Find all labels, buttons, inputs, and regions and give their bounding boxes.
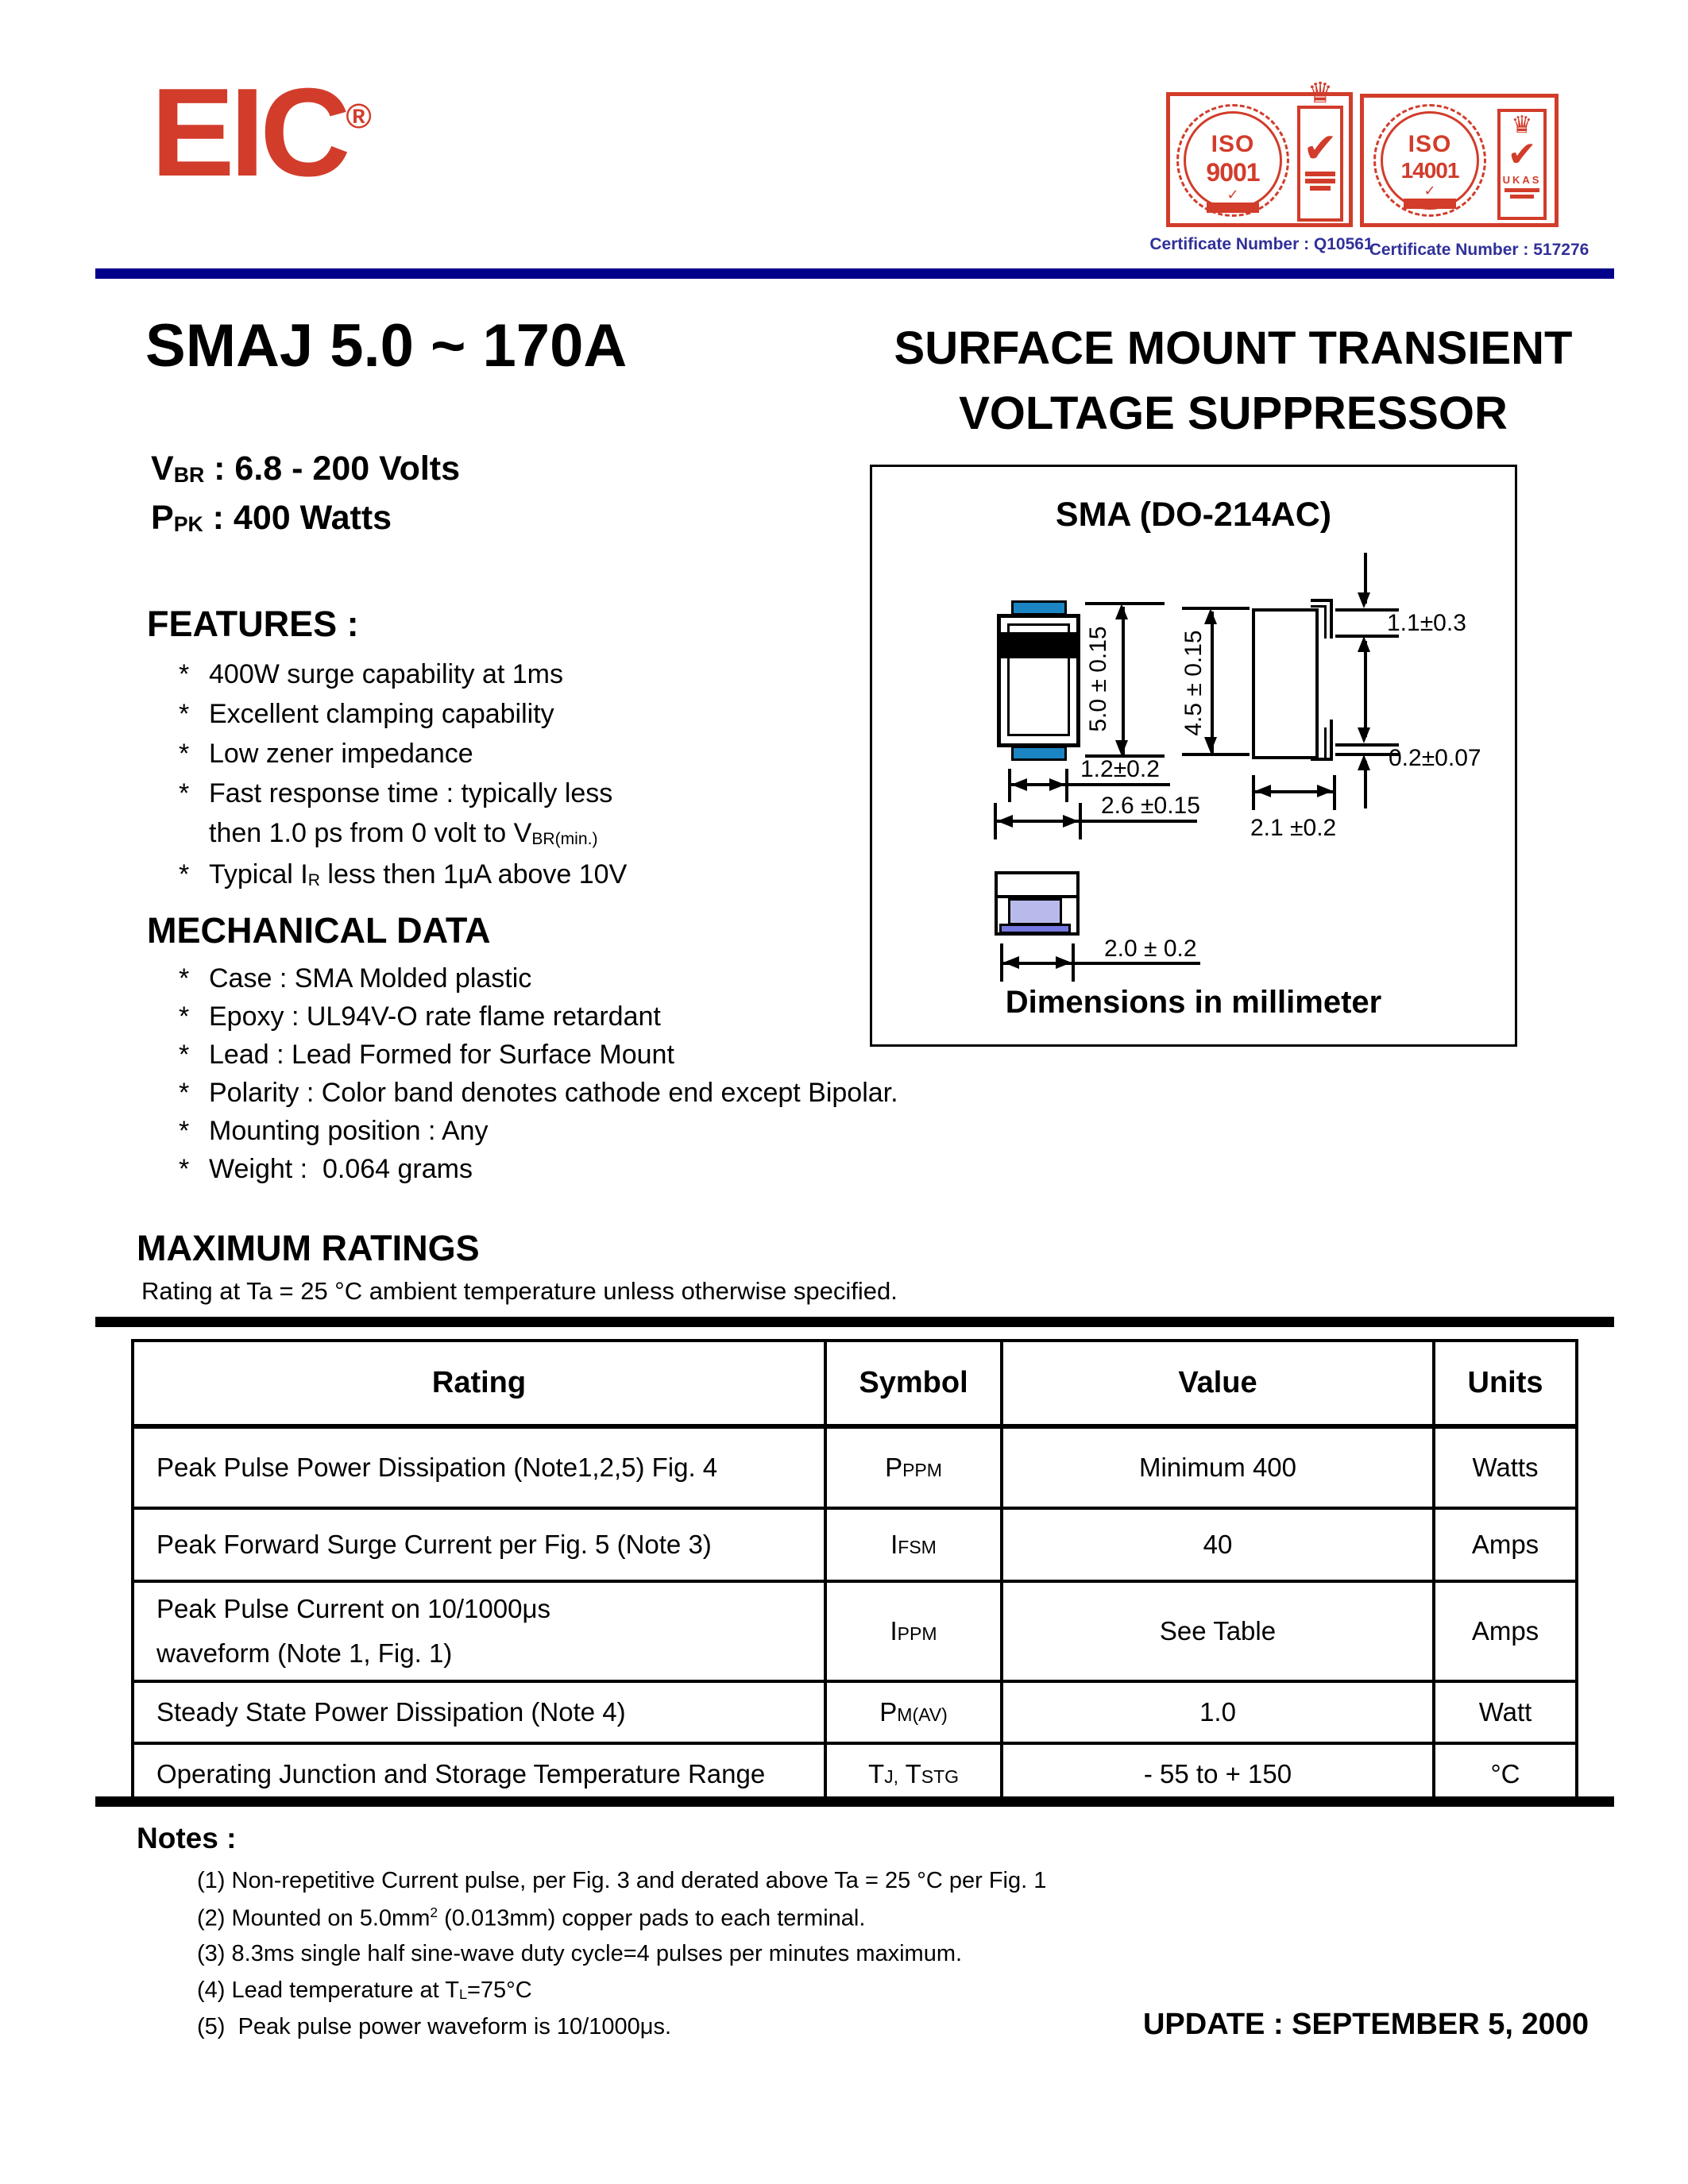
symbol-cell (825, 1681, 1002, 1743)
update-date-line: UPDATE : SEPTEMBER 5, 2000 (1142, 2008, 1589, 2041)
note-number: (2) (197, 1905, 226, 1931)
arrowhead-icon (1115, 740, 1128, 756)
symbol-cell (825, 1581, 1002, 1681)
value-cell: See Table (1002, 1581, 1434, 1681)
symbol-main: T (867, 1759, 885, 1788)
iso-14001-circle (1381, 111, 1479, 210)
rating-cell: Peak Forward Surge Current per Fig. 5 (Note 3) (133, 1508, 825, 1581)
iso-14001-certificate-number: Certificate Number : 517276 (1369, 241, 1590, 259)
dim-line (1082, 820, 1197, 823)
symbol-subscript: M(AV) (897, 1704, 948, 1725)
end-view-terminal-face (1008, 898, 1062, 925)
mechanical-text: Mounting position : Any (209, 1116, 489, 1146)
symbol-subscript: FSM (898, 1537, 937, 1557)
eic-logo (151, 63, 372, 203)
bullet: * (179, 778, 190, 808)
iso-number: 14001 (1400, 158, 1459, 183)
feature-text: Excellent clamping capability (209, 699, 554, 729)
part-number-title: SMAJ 5.0 ~ 170A (145, 312, 628, 380)
feature-subscript: BR(min.) (531, 829, 598, 848)
mechanical-text: Epoxy : UL94V-O rate flame retardant (209, 1001, 661, 1032)
table-bottom-rule (95, 1796, 1614, 1807)
package-outline-box (870, 465, 1517, 1047)
value-cell: 1.0 (1002, 1681, 1434, 1743)
note-item (197, 1978, 532, 2004)
accreditation-column (1297, 76, 1343, 222)
bullet: * (179, 1116, 190, 1146)
mechanical-item (179, 963, 531, 994)
mechanical-text: Case : SMA Molded plastic (209, 963, 532, 994)
check-icon: ✔ (1507, 135, 1537, 174)
mechanical-item (179, 1001, 661, 1032)
check-icon: ✓ (1423, 183, 1436, 199)
mechanical-item (179, 1154, 473, 1185)
col-header-symbol: Symbol (825, 1341, 1002, 1426)
col-header-units: Units (1434, 1341, 1577, 1426)
mechanical-text: Lead : Lead Formed for Surface Mount (209, 1040, 674, 1070)
product-title (778, 316, 1688, 446)
symbol-main: T (898, 1759, 921, 1788)
vbr-rating-line (151, 450, 460, 488)
dim-label-body-height: 5.0 ± 0.15 (1085, 626, 1111, 732)
table-row (133, 1581, 1577, 1681)
symbol-subscript: PPM (902, 1460, 942, 1480)
registered-trademark-icon: ® (346, 97, 372, 136)
col-header-rating: Rating (133, 1341, 825, 1426)
bullet: * (179, 659, 190, 689)
note-number: (4) (197, 1978, 226, 2003)
feature-item-continued (209, 818, 597, 849)
symbol-main: I (890, 1616, 898, 1646)
notes-heading: Notes : (137, 1822, 237, 1854)
iso-9001-circle (1184, 111, 1282, 210)
arrowhead-icon (1255, 785, 1271, 797)
ppk-subscript: PK (173, 512, 203, 537)
mechanical-item (179, 1116, 489, 1147)
feature-text: Typical I (209, 859, 308, 889)
note-superscript: 2 (430, 1904, 438, 1920)
symbol-subscript: PPM (897, 1623, 937, 1644)
feature-item (179, 659, 563, 690)
rating-cell: Peak Pulse Power Dissipation (Note1,2,5) Fig. 4 (133, 1426, 825, 1508)
dim-label-side-height: 4.5 ± 0.15 (1180, 630, 1207, 736)
fine-print-bar (1505, 188, 1539, 192)
mechanical-item (179, 1078, 898, 1109)
bullet: * (179, 1001, 190, 1032)
side-view-lead-bottom-inner (1311, 727, 1327, 761)
product-title-line2: VOLTAGE SUPPRESSOR (959, 388, 1508, 439)
symbol-subscript: J, (884, 1766, 899, 1787)
units-cell: Amps (1434, 1508, 1577, 1581)
dim-line (1122, 607, 1125, 756)
symbol-main: I (890, 1530, 898, 1559)
arrowhead-icon (1358, 754, 1370, 770)
units-cell: Amps (1434, 1581, 1577, 1681)
fine-print-bar (1310, 186, 1331, 191)
dim-label-lead-height: 1.1±0.3 (1387, 610, 1466, 636)
fine-print-bar (1510, 195, 1534, 199)
note-item (197, 1904, 865, 1932)
package-caption: Dimensions in millimeter (1005, 985, 1382, 1020)
note-text: Lead temperature at T (231, 1978, 459, 2003)
arrowhead-icon (1056, 956, 1072, 969)
dim-label-side-width: 2.1 ±0.2 (1250, 815, 1337, 841)
dim-line (1067, 783, 1170, 786)
table-header-row (133, 1341, 1577, 1426)
dim-line (1211, 612, 1214, 753)
symbol-cell (825, 1508, 1002, 1581)
fine-print-bar (1305, 172, 1335, 176)
rating-line2: waveform (Note 1, Fig. 1) (156, 1638, 453, 1668)
ukas-column (1497, 109, 1547, 220)
note-text: Non-repetitive Current pulse, per Fig. 3 and derated above Ta = 25 °C per Fig. 1 (231, 1868, 1047, 1893)
iso-number: 9001 (1206, 158, 1260, 187)
maximum-ratings-subtitle: Rating at Ta = 25 °C ambient temperature unless otherwise specified. (141, 1277, 898, 1305)
value-cell: - 55 to + 150 (1002, 1743, 1434, 1805)
dim-label-end-width: 2.0 ± 0.2 (1104, 936, 1197, 962)
note-text: (0.013mm) copper pads to each terminal. (438, 1905, 866, 1931)
vbr-value: : 6.8 - 200 Volts (204, 450, 461, 488)
feature-item (179, 859, 627, 890)
side-view-lead-top-inner (1311, 605, 1327, 639)
note-number: (3) (197, 1941, 226, 1966)
dim-line (1182, 753, 1250, 756)
bullet: * (179, 1040, 190, 1070)
table-row (133, 1426, 1577, 1508)
header-divider-rule (95, 268, 1614, 279)
bullet: * (179, 859, 190, 889)
bullet: * (179, 739, 190, 769)
units-cell: °C (1434, 1743, 1577, 1805)
product-title-line1: SURFACE MOUNT TRANSIENT (894, 322, 1573, 374)
note-text: =75°C (466, 1978, 532, 2003)
note-text: Peak pulse power waveform is 10/1000μs. (231, 2014, 672, 2039)
note-item (197, 1868, 1046, 1894)
note-number: (5) (197, 2014, 226, 2039)
value-cell: Minimum 400 (1002, 1426, 1434, 1508)
arrowhead-icon (1358, 592, 1370, 608)
symbol-cell (825, 1426, 1002, 1508)
side-view-body (1252, 608, 1319, 759)
registrar-band (1404, 199, 1456, 209)
arrowhead-icon (1317, 785, 1333, 797)
package-title: SMA (DO-214AC) (1055, 496, 1332, 534)
mechanical-data-heading: MECHANICAL DATA (147, 910, 491, 951)
dim-label-lead-thickness: 0.2±0.07 (1389, 745, 1481, 771)
crown-icon: ♛ (1511, 112, 1533, 138)
symbol-main: P (885, 1453, 903, 1482)
iso-label: ISO (1211, 131, 1255, 157)
features-heading: FEATURES : (147, 604, 359, 644)
maximum-ratings-heading: MAXIMUM RATINGS (137, 1228, 480, 1268)
fine-print-bar (1305, 179, 1335, 183)
rating-cell: Operating Junction and Storage Temperature Range (133, 1743, 825, 1805)
table-row (133, 1508, 1577, 1581)
bullet: * (179, 963, 190, 994)
maximum-ratings-table (131, 1339, 1578, 1807)
bullet: * (179, 699, 190, 729)
feature-subscript: R (307, 870, 320, 889)
note-text: 8.3ms single half sine-wave duty cycle=4 pulses per minutes maximum. (231, 1941, 963, 1966)
feature-text: then 1.0 ps from 0 volt to V (209, 818, 532, 848)
feature-item (179, 778, 612, 809)
feature-item (179, 699, 554, 730)
terminal-tab-bottom (1011, 746, 1067, 761)
feature-item (179, 739, 473, 770)
rating-cell: Steady State Power Dissipation (Note 4) (133, 1681, 825, 1743)
iso-14001-badge (1360, 94, 1559, 227)
arrowhead-icon (1358, 636, 1370, 652)
rating-line1: Peak Pulse Current on 10/1000μs (156, 1594, 550, 1623)
arrowhead-icon (1003, 956, 1019, 969)
note-item (197, 2014, 671, 2040)
symbol-main: P (879, 1697, 898, 1727)
arrowhead-icon (997, 815, 1013, 828)
arrowhead-icon (1115, 604, 1128, 619)
units-cell: Watt (1434, 1681, 1577, 1743)
note-subscript: L (458, 1986, 467, 2003)
value-cell: 40 (1002, 1508, 1434, 1581)
check-icon: ✔ (1303, 125, 1338, 172)
check-icon: ✓ (1226, 187, 1239, 203)
cathode-band (997, 632, 1080, 658)
symbol-subscript: STG (921, 1766, 960, 1787)
iso-label: ISO (1408, 131, 1452, 157)
table-row (133, 1681, 1577, 1743)
ppk-symbol: P (151, 499, 174, 537)
rating-cell (133, 1581, 825, 1681)
feature-text: less then 1μA above 10V (319, 859, 628, 889)
iso-9001-certificate-number: Certificate Number : Q10561 (1149, 235, 1373, 253)
feature-text: Fast response time : typically less (209, 778, 613, 808)
bullet: * (179, 1154, 190, 1184)
note-text: Mounted on 5.0mm (231, 1905, 431, 1931)
col-header-value: Value (1002, 1341, 1434, 1426)
note-number: (1) (197, 1868, 226, 1893)
dim-label-tab-width: 1.2±0.2 (1080, 756, 1160, 782)
note-item (197, 1941, 962, 1967)
mechanical-text: Polarity : Color band denotes cathode end except Bipolar. (209, 1078, 898, 1108)
table-top-rule (95, 1317, 1614, 1327)
mechanical-text: Weight : 0.064 grams (209, 1154, 473, 1184)
ppk-rating-line (151, 499, 392, 538)
vbr-subscript: BR (173, 463, 205, 488)
ukas-label: UKAS (1502, 174, 1542, 186)
ppk-value: : 400 Watts (203, 499, 392, 537)
bullet: * (179, 1078, 190, 1108)
feature-text: 400W surge capability at 1ms (209, 659, 563, 689)
eic-logo-text: EIC (151, 63, 346, 203)
vbr-symbol: V (151, 450, 174, 488)
mechanical-item (179, 1040, 674, 1071)
arrowhead-icon (1011, 778, 1027, 791)
iso-9001-badge (1166, 76, 1353, 227)
feature-text: Low zener impedance (209, 739, 473, 769)
arrowhead-icon (1358, 727, 1370, 743)
registrar-band (1207, 203, 1259, 213)
arrowhead-icon (1063, 815, 1079, 828)
dim-label-body-width: 2.6 ±0.15 (1101, 793, 1200, 819)
units-cell: Watts (1434, 1426, 1577, 1508)
arrowhead-icon (1049, 778, 1065, 791)
end-view-terminal-foot (999, 924, 1071, 934)
crown-icon: ♛ (1307, 76, 1334, 109)
